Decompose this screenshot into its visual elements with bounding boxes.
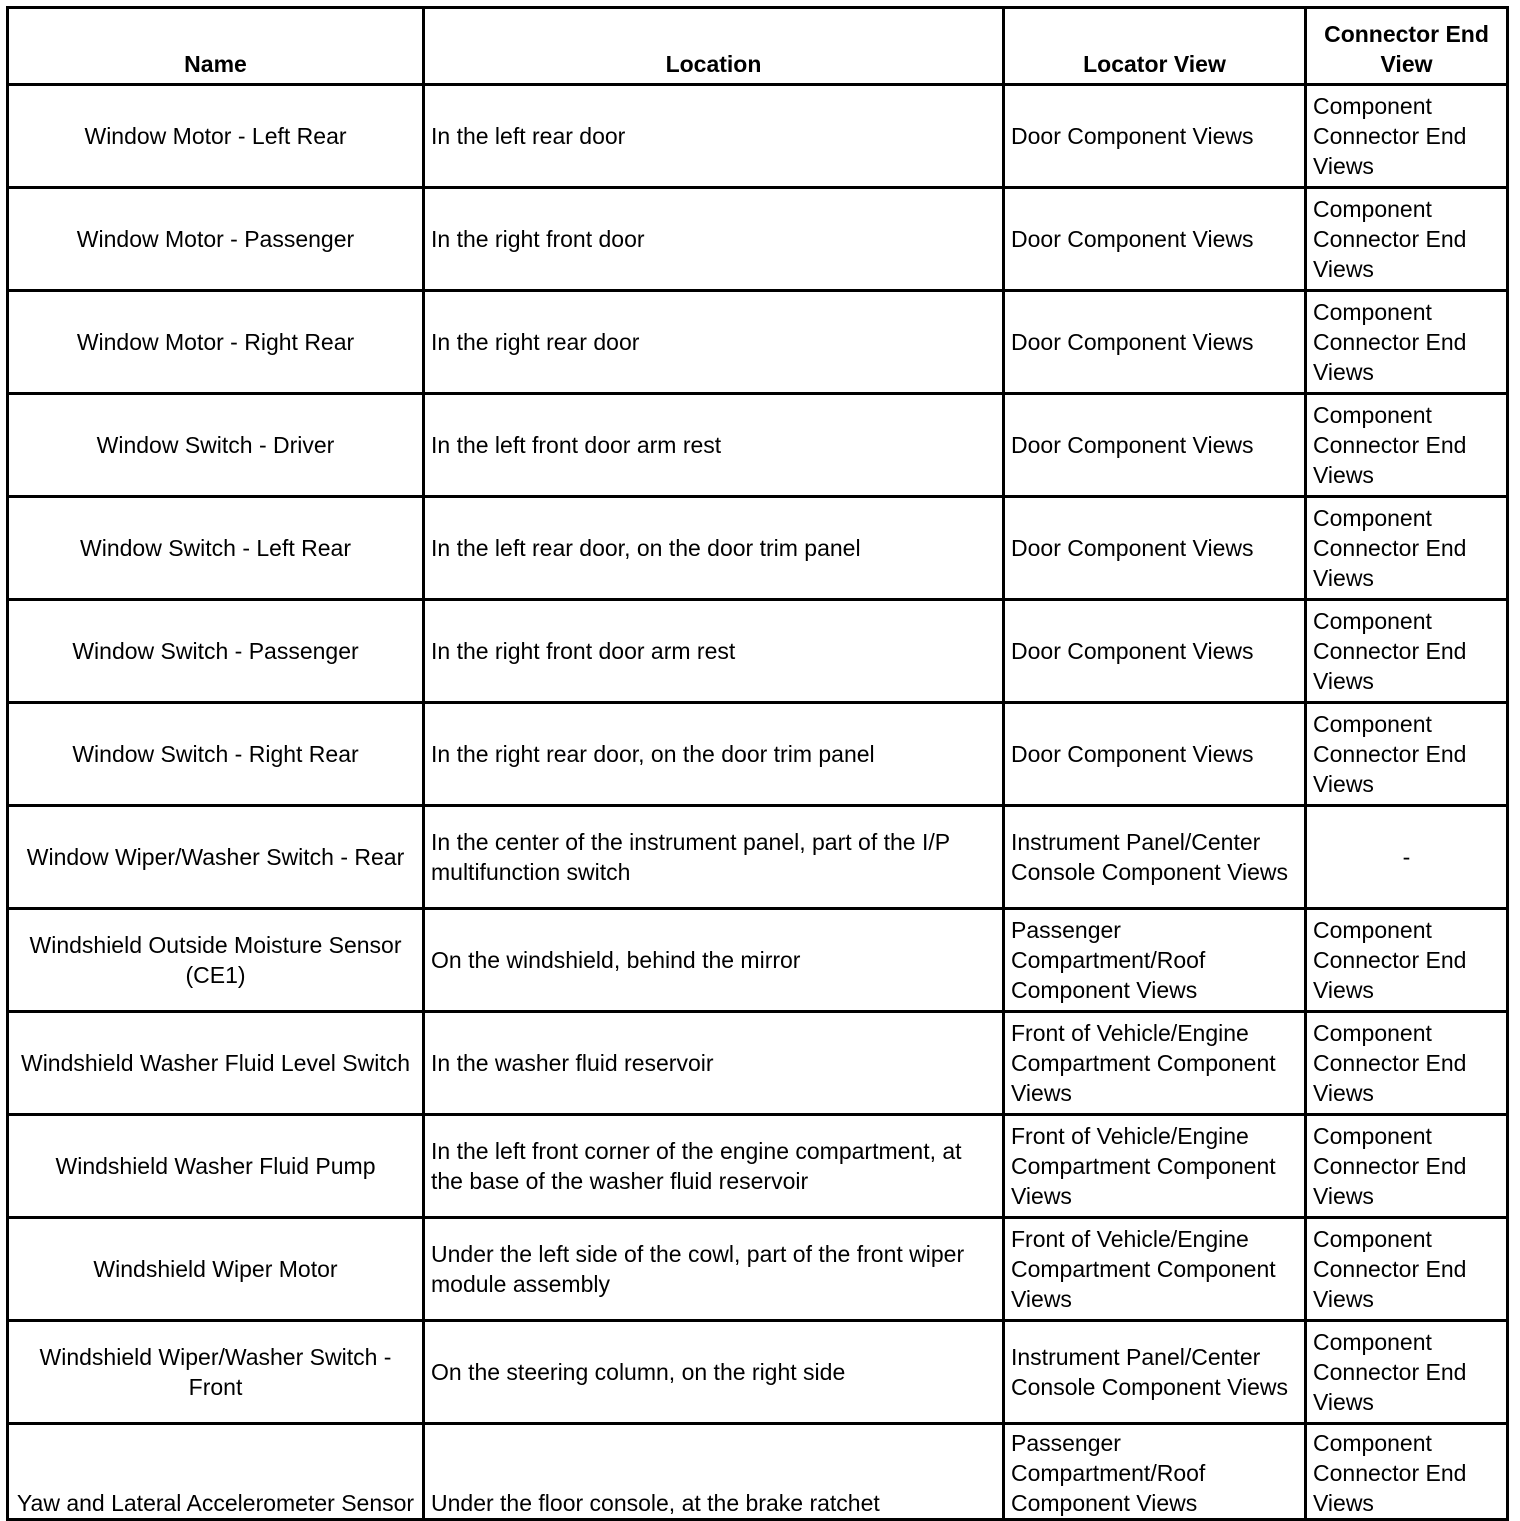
cell-location: In the left rear door bbox=[424, 85, 1004, 188]
table-row bbox=[8, 1115, 1508, 1218]
table-row bbox=[8, 291, 1508, 394]
cell-connector-end-view: Component Connector End Views bbox=[1306, 1012, 1508, 1115]
cell-locator-view: Passenger Compartment/Roof Component Views bbox=[1004, 1424, 1306, 1520]
cell-location: Under the floor console, at the brake ratchet bbox=[424, 1424, 1004, 1520]
cell-locator-view: Instrument Panel/Center Console Component Views bbox=[1004, 1321, 1306, 1424]
cell-connector-end-view: Component Connector End Views bbox=[1306, 909, 1508, 1012]
cell-connector-end-view: - bbox=[1306, 806, 1508, 909]
component-locator-table bbox=[6, 6, 1509, 1521]
cell-name: Windshield Washer Fluid Level Switch bbox=[8, 1012, 424, 1115]
cell-name: Yaw and Lateral Accelerometer Sensor bbox=[8, 1424, 424, 1520]
cell-location: In the right rear door bbox=[424, 291, 1004, 394]
cell-location: In the left front door arm rest bbox=[424, 394, 1004, 497]
header-name: Name bbox=[8, 8, 424, 85]
cell-connector-end-view: Component Connector End Views bbox=[1306, 497, 1508, 600]
cell-name: Window Switch - Right Rear bbox=[8, 703, 424, 806]
cell-name: Windshield Wiper Motor bbox=[8, 1218, 424, 1321]
cell-location: In the right front door arm rest bbox=[424, 600, 1004, 703]
cell-name: Window Motor - Right Rear bbox=[8, 291, 424, 394]
cell-location: Under the left side of the cowl, part of the front wiper module assembly bbox=[424, 1218, 1004, 1321]
header-row bbox=[8, 8, 1508, 85]
table-row bbox=[8, 497, 1508, 600]
cell-name: Window Switch - Passenger bbox=[8, 600, 424, 703]
table-row bbox=[8, 703, 1508, 806]
table-row bbox=[8, 806, 1508, 909]
table-row bbox=[8, 188, 1508, 291]
cell-name: Window Motor - Passenger bbox=[8, 188, 424, 291]
cell-location: On the windshield, behind the mirror bbox=[424, 909, 1004, 1012]
cell-name: Window Switch - Driver bbox=[8, 394, 424, 497]
table-row bbox=[8, 909, 1508, 1012]
cell-connector-end-view: Component Connector End Views bbox=[1306, 1115, 1508, 1218]
cell-location: In the right rear door, on the door trim panel bbox=[424, 703, 1004, 806]
cell-location: In the washer fluid reservoir bbox=[424, 1012, 1004, 1115]
header-connector-end-view: Connector End View bbox=[1306, 8, 1508, 85]
cell-name: Window Wiper/Washer Switch - Rear bbox=[8, 806, 424, 909]
cell-locator-view: Door Component Views bbox=[1004, 600, 1306, 703]
cell-locator-view: Front of Vehicle/Engine Compartment Component Views bbox=[1004, 1218, 1306, 1321]
cell-locator-view: Door Component Views bbox=[1004, 188, 1306, 291]
cell-name: Window Switch - Left Rear bbox=[8, 497, 424, 600]
cell-connector-end-view: Component Connector End Views bbox=[1306, 394, 1508, 497]
table-row bbox=[8, 1424, 1508, 1520]
cell-location: In the left rear door, on the door trim panel bbox=[424, 497, 1004, 600]
cell-locator-view: Passenger Compartment/Roof Component Views bbox=[1004, 909, 1306, 1012]
table-row bbox=[8, 394, 1508, 497]
cell-locator-view: Door Component Views bbox=[1004, 497, 1306, 600]
cell-name: Window Motor - Left Rear bbox=[8, 85, 424, 188]
cell-locator-view: Front of Vehicle/Engine Compartment Component Views bbox=[1004, 1012, 1306, 1115]
cell-connector-end-view: Component Connector End Views bbox=[1306, 291, 1508, 394]
cell-location: On the steering column, on the right side bbox=[424, 1321, 1004, 1424]
cell-connector-end-view: Component Connector End Views bbox=[1306, 188, 1508, 291]
cell-location: In the center of the instrument panel, part of the I/P multifunction switch bbox=[424, 806, 1004, 909]
header-location: Location bbox=[424, 8, 1004, 85]
cell-connector-end-view: Component Connector End Views bbox=[1306, 600, 1508, 703]
cell-name: Windshield Wiper/Washer Switch - Front bbox=[8, 1321, 424, 1424]
cell-connector-end-view: Component Connector End Views bbox=[1306, 1218, 1508, 1321]
table-row bbox=[8, 600, 1508, 703]
table-header bbox=[8, 8, 1508, 85]
cell-locator-view: Front of Vehicle/Engine Compartment Component Views bbox=[1004, 1115, 1306, 1218]
cell-locator-view: Instrument Panel/Center Console Component Views bbox=[1004, 806, 1306, 909]
table-row bbox=[8, 1012, 1508, 1115]
cell-locator-view: Door Component Views bbox=[1004, 394, 1306, 497]
table-row bbox=[8, 85, 1508, 188]
cell-connector-end-view: Component Connector End Views bbox=[1306, 703, 1508, 806]
cell-location: In the right front door bbox=[424, 188, 1004, 291]
table-row bbox=[8, 1321, 1508, 1424]
cell-connector-end-view: Component Connector End Views bbox=[1306, 1321, 1508, 1424]
cell-locator-view: Door Component Views bbox=[1004, 291, 1306, 394]
cell-name: Windshield Outside Moisture Sensor (CE1) bbox=[8, 909, 424, 1012]
cell-name: Windshield Washer Fluid Pump bbox=[8, 1115, 424, 1218]
cell-locator-view: Door Component Views bbox=[1004, 703, 1306, 806]
header-locator-view: Locator View bbox=[1004, 8, 1306, 85]
table-row bbox=[8, 1218, 1508, 1321]
table-body bbox=[8, 85, 1508, 1520]
cell-location: In the left front corner of the engine compartment, at the base of the washer fluid reservoir bbox=[424, 1115, 1004, 1218]
cell-connector-end-view: Component Connector End Views bbox=[1306, 1424, 1508, 1520]
cell-connector-end-view: Component Connector End Views bbox=[1306, 85, 1508, 188]
cell-locator-view: Door Component Views bbox=[1004, 85, 1306, 188]
